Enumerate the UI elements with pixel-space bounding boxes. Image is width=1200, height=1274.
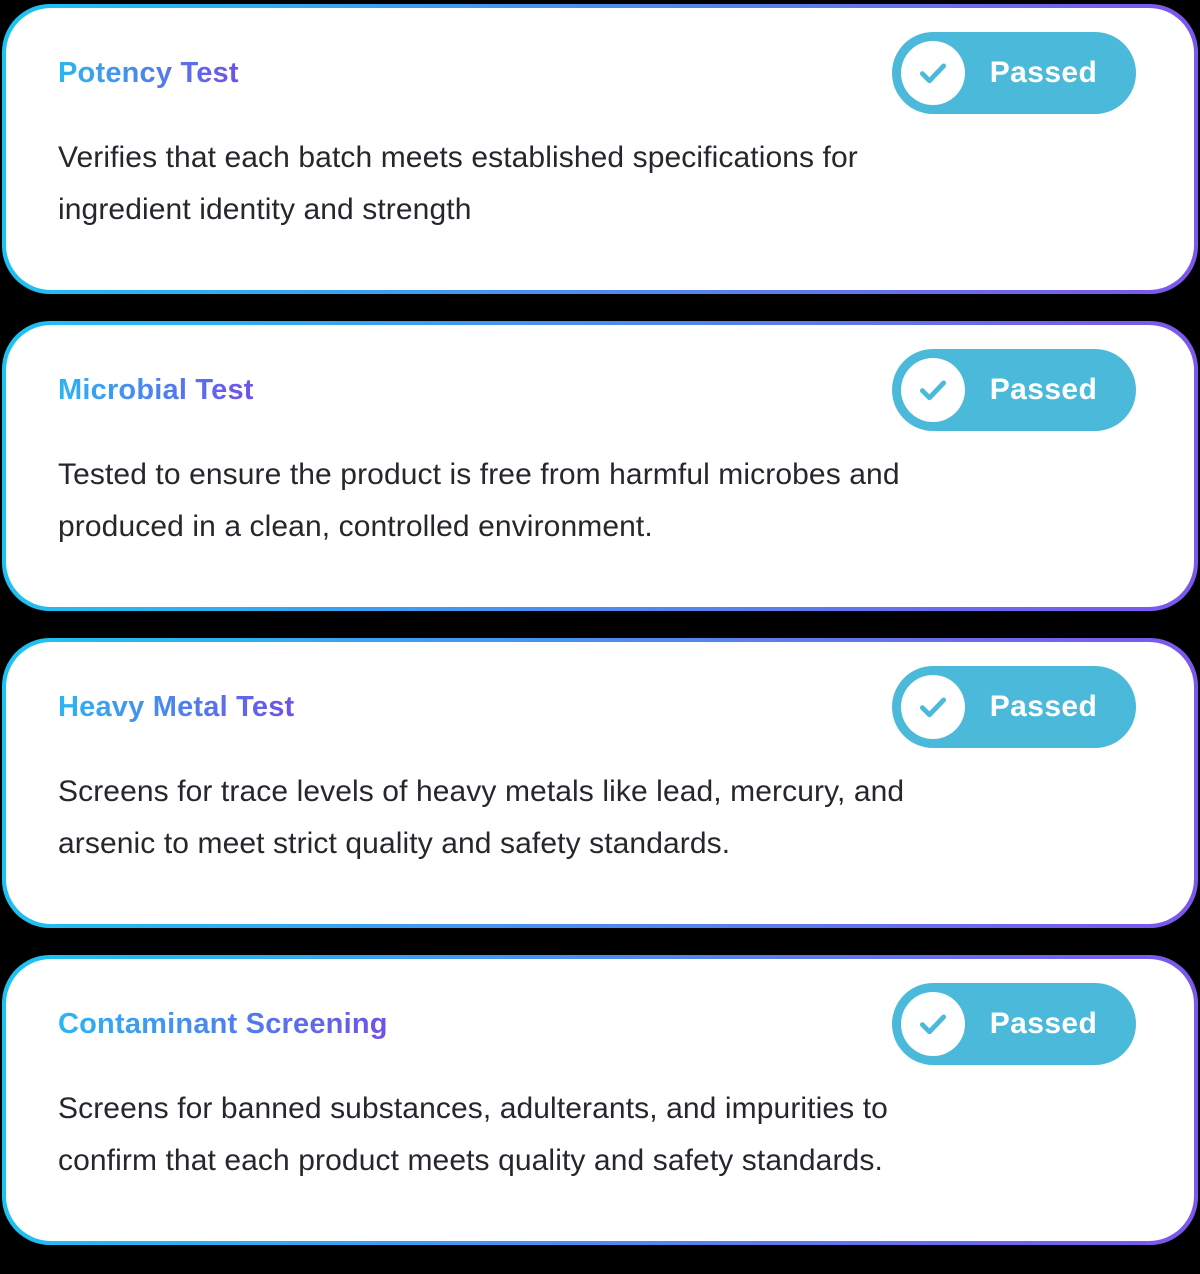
- test-description: [58, 449, 1136, 553]
- test-title: Potency Test: [58, 56, 239, 89]
- card-header: [58, 983, 1136, 1065]
- badge-label: Passed: [989, 690, 1098, 723]
- description-line: Screens for trace levels of heavy metals like lead, mercury, and: [58, 775, 905, 808]
- heavy-metal-test-card: [2, 638, 1198, 928]
- check-icon: [901, 675, 965, 739]
- description-line: Screens for banned substances, adulterants, and impurities to: [58, 1092, 888, 1125]
- test-description: [58, 132, 1136, 236]
- description-line: arsenic to meet strict quality and safety standards.: [58, 827, 731, 860]
- badge-label: Passed: [989, 1007, 1098, 1040]
- test-description: [58, 1083, 1136, 1187]
- passed-badge: [892, 349, 1136, 431]
- card-body: [6, 959, 1194, 1241]
- passed-badge: [892, 983, 1136, 1065]
- badge-label: Passed: [989, 373, 1098, 406]
- check-icon: [901, 358, 965, 422]
- potency-test-card: [2, 4, 1198, 294]
- card-body: [6, 642, 1194, 924]
- contaminant-screening-card: [2, 955, 1198, 1245]
- passed-badge: [892, 666, 1136, 748]
- card-header: [58, 666, 1136, 748]
- check-icon: [901, 41, 965, 105]
- test-title: Microbial Test: [58, 373, 254, 406]
- card-body: [6, 325, 1194, 607]
- passed-badge: [892, 32, 1136, 114]
- microbial-test-card: [2, 321, 1198, 611]
- test-title: Heavy Metal Test: [58, 690, 295, 723]
- card-header: [58, 32, 1136, 114]
- card-body: [6, 8, 1194, 290]
- description-line: Verifies that each batch meets established specifications for: [58, 141, 858, 174]
- test-title: Contaminant Screening: [58, 1007, 388, 1040]
- card-header: [58, 349, 1136, 431]
- description-line: ingredient identity and strength: [58, 193, 472, 226]
- test-description: [58, 766, 1136, 870]
- description-line: Tested to ensure the product is free from harmful microbes and: [58, 458, 900, 491]
- description-line: produced in a clean, controlled environment.: [58, 510, 653, 543]
- badge-label: Passed: [989, 56, 1098, 89]
- check-icon: [901, 992, 965, 1056]
- description-line: confirm that each product meets quality and safety standards.: [58, 1144, 883, 1177]
